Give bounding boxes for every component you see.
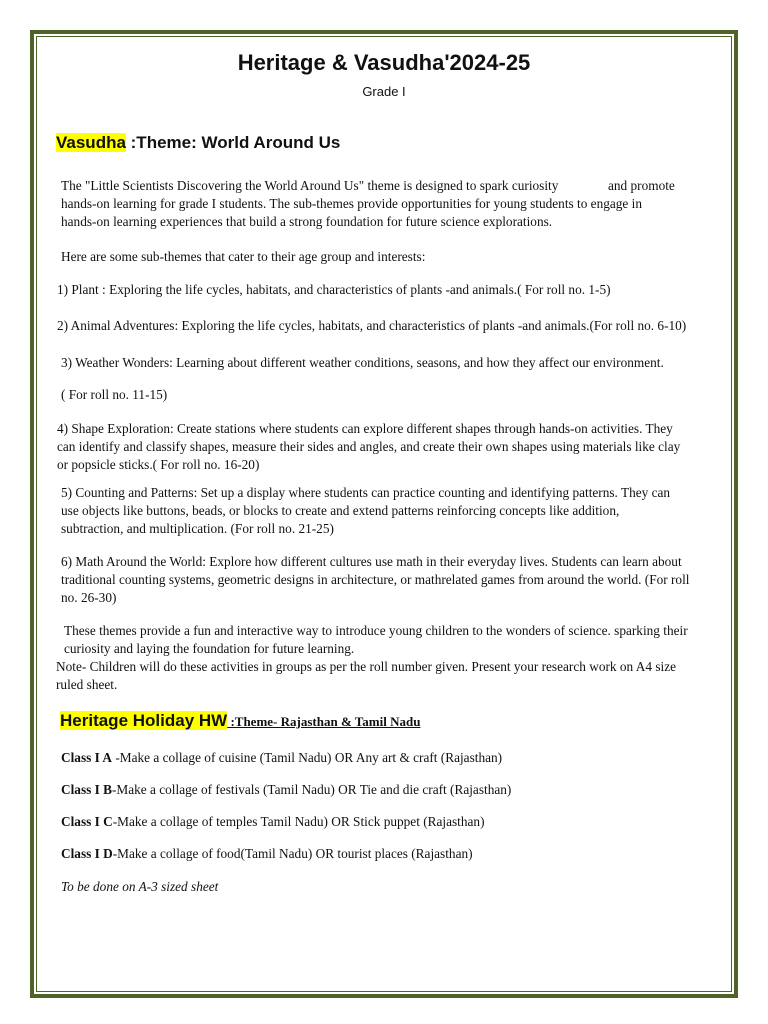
class-label: Class I B — [61, 782, 112, 797]
subtheme-3-roll: ( For roll no. 11-15) — [61, 387, 168, 402]
subtheme-1: 1) Plant : Exploring the life cycles, habitats, and characteristics of plants -and animals.( For roll no. 1-5) — [57, 282, 611, 297]
class-label: Class I A — [61, 750, 112, 765]
subtheme-5-line-3: subtraction, and multiplication. (For roll no. 21-25) — [61, 521, 334, 536]
subtheme-5-line-1: 5) Counting and Patterns: Set up a display where students can practice counting and identifying patterns. They can — [61, 485, 671, 500]
class-row — [61, 813, 485, 831]
vasudha-highlight: Vasudha — [56, 133, 126, 152]
subtheme-6-line-3: no. 26-30) — [61, 590, 117, 605]
class-text: -Make a collage of food(Tamil Nadu) OR tourist places (Rajasthan) — [112, 846, 473, 861]
class-text: -Make a collage of festivals (Tamil Nadu) OR Tie and die craft (Rajasthan) — [112, 782, 512, 797]
grade-label: Grade I — [362, 84, 406, 99]
intro-line-3: hands-on learning experiences that build a strong foundation for future science explorations. — [61, 214, 553, 229]
subtheme-6-line-1: 6) Math Around the World: Explore how different cultures use math in their everyday lives. Students can learn about — [61, 554, 682, 569]
intro-text-1a: The "Little Scientists Discovering the World Around Us" theme is designed to spark curiosity — [61, 178, 559, 193]
heritage-heading — [60, 711, 420, 731]
closing-line-1: These themes provide a fun and interactive way to introduce young children to the wonders of science. sparking their — [64, 623, 688, 638]
vasudha-heading — [56, 133, 340, 153]
sheet-size-note: To be done on A-3 sized sheet — [61, 879, 219, 894]
subtheme-4-line-1: 4) Shape Exploration: Create stations where students can explore different shapes through hands-on activities. They — [57, 421, 673, 436]
subtheme-4-line-3: or popsicle sticks.( For roll no. 16-20) — [57, 457, 260, 472]
heritage-theme: :Theme- Rajasthan & Tamil Nadu — [227, 714, 421, 729]
class-label: Class I D — [61, 846, 113, 861]
note-line-2: ruled sheet. — [56, 677, 118, 692]
closing-line-2: curiosity and laying the foundation for future learning. — [64, 641, 355, 656]
subtheme-3: 3) Weather Wonders: Learning about different weather conditions, seasons, and how they affect our environment. — [61, 355, 664, 370]
class-text: -Make a collage of temples Tamil Nadu) OR Stick puppet (Rajasthan) — [112, 814, 485, 829]
vasudha-theme: :Theme: World Around Us — [125, 133, 341, 152]
subtheme-2: 2) Animal Adventures: Exploring the life cycles, habitats, and characteristics of plants -and animals.(For roll no. 6-10) — [57, 318, 687, 333]
subthemes-intro: Here are some sub-themes that cater to their age group and interests: — [61, 249, 426, 264]
intro-text-1b: and promote — [608, 178, 675, 193]
page-title: Heritage & Vasudha'2024-25 — [237, 50, 531, 75]
class-text: -Make a collage of cuisine (Tamil Nadu) OR Any art & craft (Rajasthan) — [112, 750, 503, 765]
subtheme-4-line-2: can identify and classify shapes, measure their sides and angles, and create their own shapes using materials like clay — [57, 439, 681, 454]
note-line-1: Note- Children will do these activities in groups as per the roll number given. Present your research work on A4 size — [56, 659, 676, 674]
class-label: Class I C — [61, 814, 113, 829]
class-row — [61, 845, 473, 863]
subtheme-5-line-2: use objects like buttons, beads, or blocks to create and extend patterns reinforcing concepts like addition, — [61, 503, 620, 518]
subtheme-6-line-2: traditional counting systems, geometric designs in architecture, or mathrelated games from around the world. (For roll — [61, 572, 690, 587]
intro-line-1 — [61, 177, 558, 195]
heritage-highlight: Heritage Holiday HW — [60, 711, 228, 730]
class-row — [61, 781, 511, 799]
intro-line-2: hands-on learning for grade I students. The sub-themes provide opportunities for young students to engage in — [61, 196, 642, 211]
class-row — [61, 749, 502, 767]
